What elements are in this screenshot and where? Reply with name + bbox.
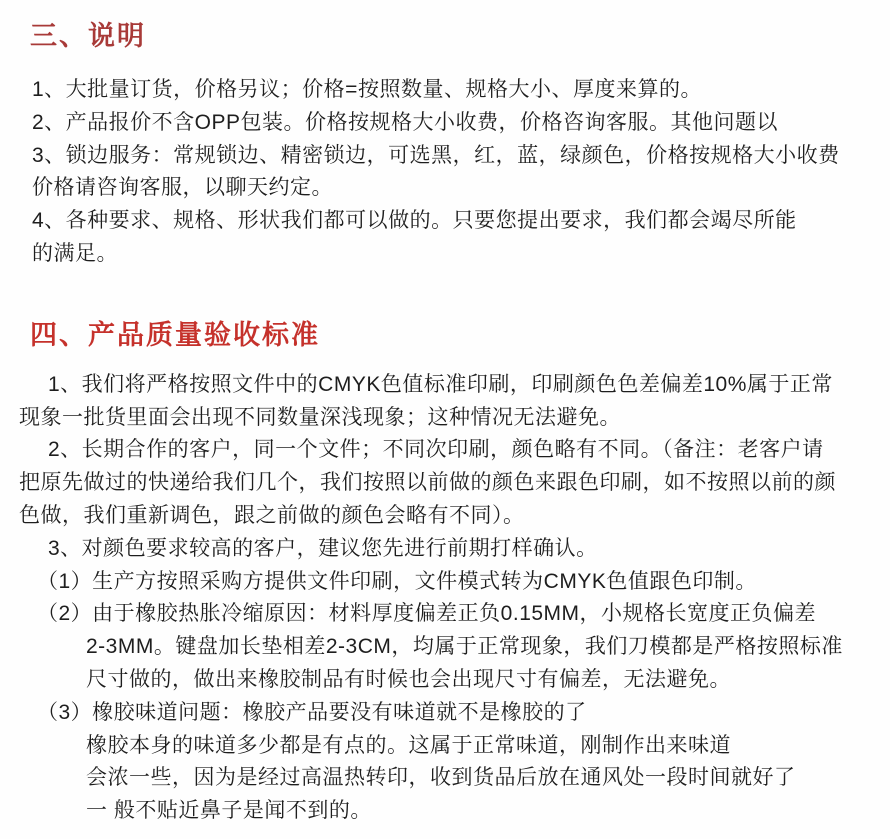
section-instructions-heading: 三、说明 (30, 21, 146, 51)
text-line: 价格请咨询客服，以聊天约定。 (32, 176, 333, 200)
text-line: （3）橡胶味道问题：橡胶产品要没有味道就不是橡胶的了 (37, 700, 587, 724)
text-line: 4、各种要求、规格、形状我们都可以做的。只要您提出要求，我们都会竭尽所能 (32, 209, 797, 233)
text-line: 一 般不贴近鼻子是闻不到的。 (86, 799, 372, 823)
text-line: 1、我们将严格按照文件中的CMYK色值标准印刷，印刷颜色色差偏差10%属于正常 (48, 372, 833, 396)
text-line: （1）生产方按照采购方提供文件印刷，文件模式转为CMYK色值跟色印制。 (37, 569, 757, 593)
section-instructions (0, 18, 890, 271)
text-line: 把原先做过的快递给我们几个，我们按照以前做的颜色来跟色印刷，如不按照以前的颜 (19, 471, 836, 495)
text-line: 的满足。 (32, 241, 118, 265)
section-quality-standards-heading: 四、产品质量验收标准 (30, 319, 320, 350)
text-line: 尺寸做的，做出来橡胶制品有时候也会出现尺寸有偏差，无法避免。 (86, 667, 731, 691)
text-line: 3、对颜色要求较高的客户，建议您先进行前期打样确认。 (48, 536, 598, 560)
text-line: 2、产品报价不含OPP包装。价格按规格大小收费，价格咨询客服。其他问题以 (32, 110, 779, 134)
text-line: 会浓一些，因为是经过高温热转印，收到货品后放在通风处一段时间就好了 (86, 766, 796, 790)
text-line: 2-3MM。键盘加长垫相差2-3CM，均属于正常现象，我们刀模都是严格按照标准 (86, 635, 843, 659)
section-quality-standards (0, 317, 890, 828)
text-line: （2）由于橡胶热胀冷缩原因：材料厚度偏差正负0.15MM，小规格长宽度正负偏差 (37, 602, 817, 626)
text-line: 1、大批量订货，价格另议；价格=按照数量、规格大小、厚度来算的。 (32, 78, 702, 101)
text-line: 2、长期合作的客户，同一个文件；不同次印刷，颜色略有不同。（备注：老客户请 (48, 438, 824, 462)
text-line: 橡胶本身的味道多少都是有点的。这属于正常味道，刚制作出来味道 (86, 733, 731, 757)
text-line: 3、锁边服务：常规锁边、精密锁边，可选黑，红，蓝，绿颜色，价格按规格大小收费 (32, 143, 840, 167)
text-line: 现象一批货里面会出现不同数量深浅现象；这种情况无法避免。 (19, 405, 621, 429)
text-line: 色做，我们重新调色，跟之前做的颜色会略有不同）。 (19, 503, 525, 527)
